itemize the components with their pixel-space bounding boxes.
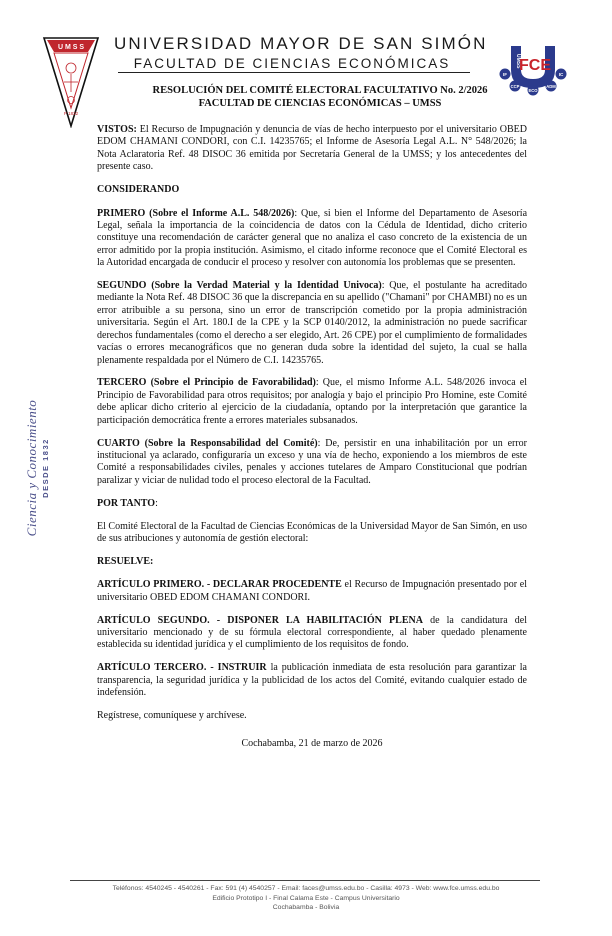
watermark-motto: Ciencia y Conocimiento — [24, 399, 39, 537]
por-tanto-heading — [97, 498, 527, 510]
footer-city: Cochabamba - Bolivia — [272, 904, 340, 911]
footer-divider — [70, 880, 540, 881]
por-tanto-colon: : — [155, 497, 158, 509]
footer-address: Edificio Prototipo I - Final Calama Este - Campus Universitario — [212, 894, 400, 902]
cuarto-paragraph — [97, 438, 527, 488]
footer — [40, 884, 572, 913]
article-1-text: el Recurso de Impugnación presentado por el universitario OBED EDOM CHAMANI CONDORI. — [97, 579, 527, 603]
resolution-title — [60, 84, 580, 110]
fce-logo-umss: UMSS — [515, 54, 521, 69]
vistos-text: El Recurso de Impugnación y denuncia de vías de hecho interpuesto por el universitario OBED EDOM CHAMANI CONDORI, con C.I. 14235765; el Informe de Asesoría Legal A.L. N° 548/2026; la Nota Aclaratoria Ref. 48 DISOC 36 emitida por Secretaría General de la UMSS; y los antecedentes del presente caso. — [97, 124, 527, 173]
vistos-label: VISTOS: — [97, 124, 137, 135]
fce-tag: IF — [502, 72, 508, 77]
por-tanto-paragraph: El Comité Electoral de la Facultad de Ciencias Económicas de la Universidad Mayor de San Simón, en uso de sus atribuciones y autonomía de gestión electoral: — [97, 520, 527, 544]
segundo-label: SEGUNDO (Sobre la Verdad Material y la Identidad Univoca) — [97, 280, 382, 292]
shield-text: U M S S — [57, 44, 85, 51]
article-3 — [97, 662, 527, 699]
faculty-name: FACULTAD DE CIENCIAS ECONÓMICAS — [133, 56, 451, 71]
primero-label: PRIMERO (Sobre el Informe A.L. 548/2026) — [97, 207, 295, 219]
article-3-text: la publicación inmediata de esta resolución para garantizar la transparencia, la seguridad jurídica y la publicidad de los actos del Comité, evitando cualquier estado de indefensión. — [97, 662, 527, 699]
footer-contact: Teléfonos: 4540245 - 4540261 - Fax: 591 (4) 4540257 - Email: faces@umss.edu.bo - Casilla: 4973 - Web: www.fce.umss.edu.bo — [112, 885, 500, 892]
fce-tag: ADM — [546, 84, 556, 89]
tercero-paragraph — [97, 377, 527, 427]
resolution-body — [97, 124, 527, 761]
header-divider — [118, 72, 470, 73]
considerando-heading: CONSIDERANDO — [97, 184, 180, 196]
segundo-paragraph — [97, 280, 527, 367]
fce-logo-big: FCE — [519, 57, 551, 74]
article-3-label: ARTÍCULO TERCERO. - INSTRUIR — [97, 662, 267, 674]
vistos-paragraph — [97, 124, 527, 174]
title-line-1: RESOLUCIÓN DEL COMITÉ ELECTORAL FACULTATIVO No. 2/2026 — [152, 85, 488, 96]
university-name: UNIVERSIDAD MAYOR DE SAN SIMÓN — [114, 34, 488, 53]
article-1-label: ARTÍCULO PRIMERO. - DECLARAR PROCEDENTE — [97, 579, 342, 591]
shield-year: P 1832 — [63, 111, 79, 116]
cuarto-label: CUARTO (Sobre la Responsabilidad del Comité) — [97, 437, 318, 449]
fce-tag: ECO — [528, 88, 538, 93]
title-line-2: FACULTAD DE CIENCIAS ECONÓMICAS – UMSS — [198, 98, 442, 109]
article-1 — [97, 579, 527, 604]
resuelve-heading: RESUELVE: — [97, 555, 154, 567]
article-2 — [97, 615, 527, 652]
fce-tag: CCP — [510, 84, 520, 89]
por-tanto-label: POR TANTO — [97, 497, 156, 509]
closing-formula: Regístrese, comuníquese y archívese. — [97, 710, 247, 722]
article-2-text: de la candidatura del universitario mencionado y de su fórmula electoral correspondiente, al haber quedado plenamente establecida su identidad jurídica y el cumplimiento de los requisitos de fondo. — [97, 614, 527, 651]
tercero-label: TERCERO (Sobre el Principio de Favorabilidad) — [97, 377, 316, 389]
article-2-label: ARTÍCULO SEGUNDO. - DISPONER LA HABILITACIÓN PLENA — [97, 614, 423, 626]
segundo-text: : Que, el postulante ha acreditado mediante la Nota Ref. 48 DISOC 36 que la discrepancia en su apellido ("Chamani" por CHAMBI) no es un error atribuible a su persona, sino un error de transcripción cometido por la propia administración universitaria. Según el Art. 180.I de la CPE y la SCP 0140/2012, la administración no puede sacrificar derechos fundamentales (como el derecho a ser elegido, Art. 26 CPE) por el cumplimiento de formalidades vacías o errores mecanográficos que no generan duda sobre la identidad del sujeto, la cual se halla plenamente respaldada por el Número de C.I. 14235765. — [97, 280, 528, 366]
primero-text: : Que, si bien el Informe del Departamento de Asesoría Legal, señala la importancia de la coincidencia de datos con la Cédula de Identidad, dicho criterio constituye una recomendación de carácter general que no analiza el caso concreto de la existencia de un error admitido por la propia institución. Asimismo, el citado informe reconoce que el Comité Electoral es la Autoridad encargada de conducir el proceso y resolver con autonomía los problemas que se presenten. — [97, 207, 528, 269]
place-date: Cochabamba, 21 de marzo de 2026 — [241, 738, 383, 750]
tercero-text: : Que, el mismo Informe A.L. 548/2026 invoca el Principio de Favorabilidad para otros requisitos; por analogía y bajo el principio Pro Homine, este Comité debe aplicar dicho criterio al ejercicio de la ciudadanía, optando por la interpretación que garantice la participación democrática frente a errores materiales subsanados. — [97, 377, 527, 426]
watermark-since: DESDE 1832 — [41, 438, 50, 498]
cuarto-text: : De, persistir en una inhabilitación por un error institucional ya aclarado, configuraría un exceso y una vía de hecho, exponiendo a los miembros de este Comité a responsabilidades civiles, penales y acciones tutelares de Amparo Constitucional que podrían paralizar y viciar de nulidad todo el proceso electoral de la Facultad. — [97, 437, 527, 486]
fce-tag: IC — [558, 72, 564, 77]
primero-paragraph — [97, 208, 527, 270]
umss-shield-logo — [42, 36, 100, 128]
